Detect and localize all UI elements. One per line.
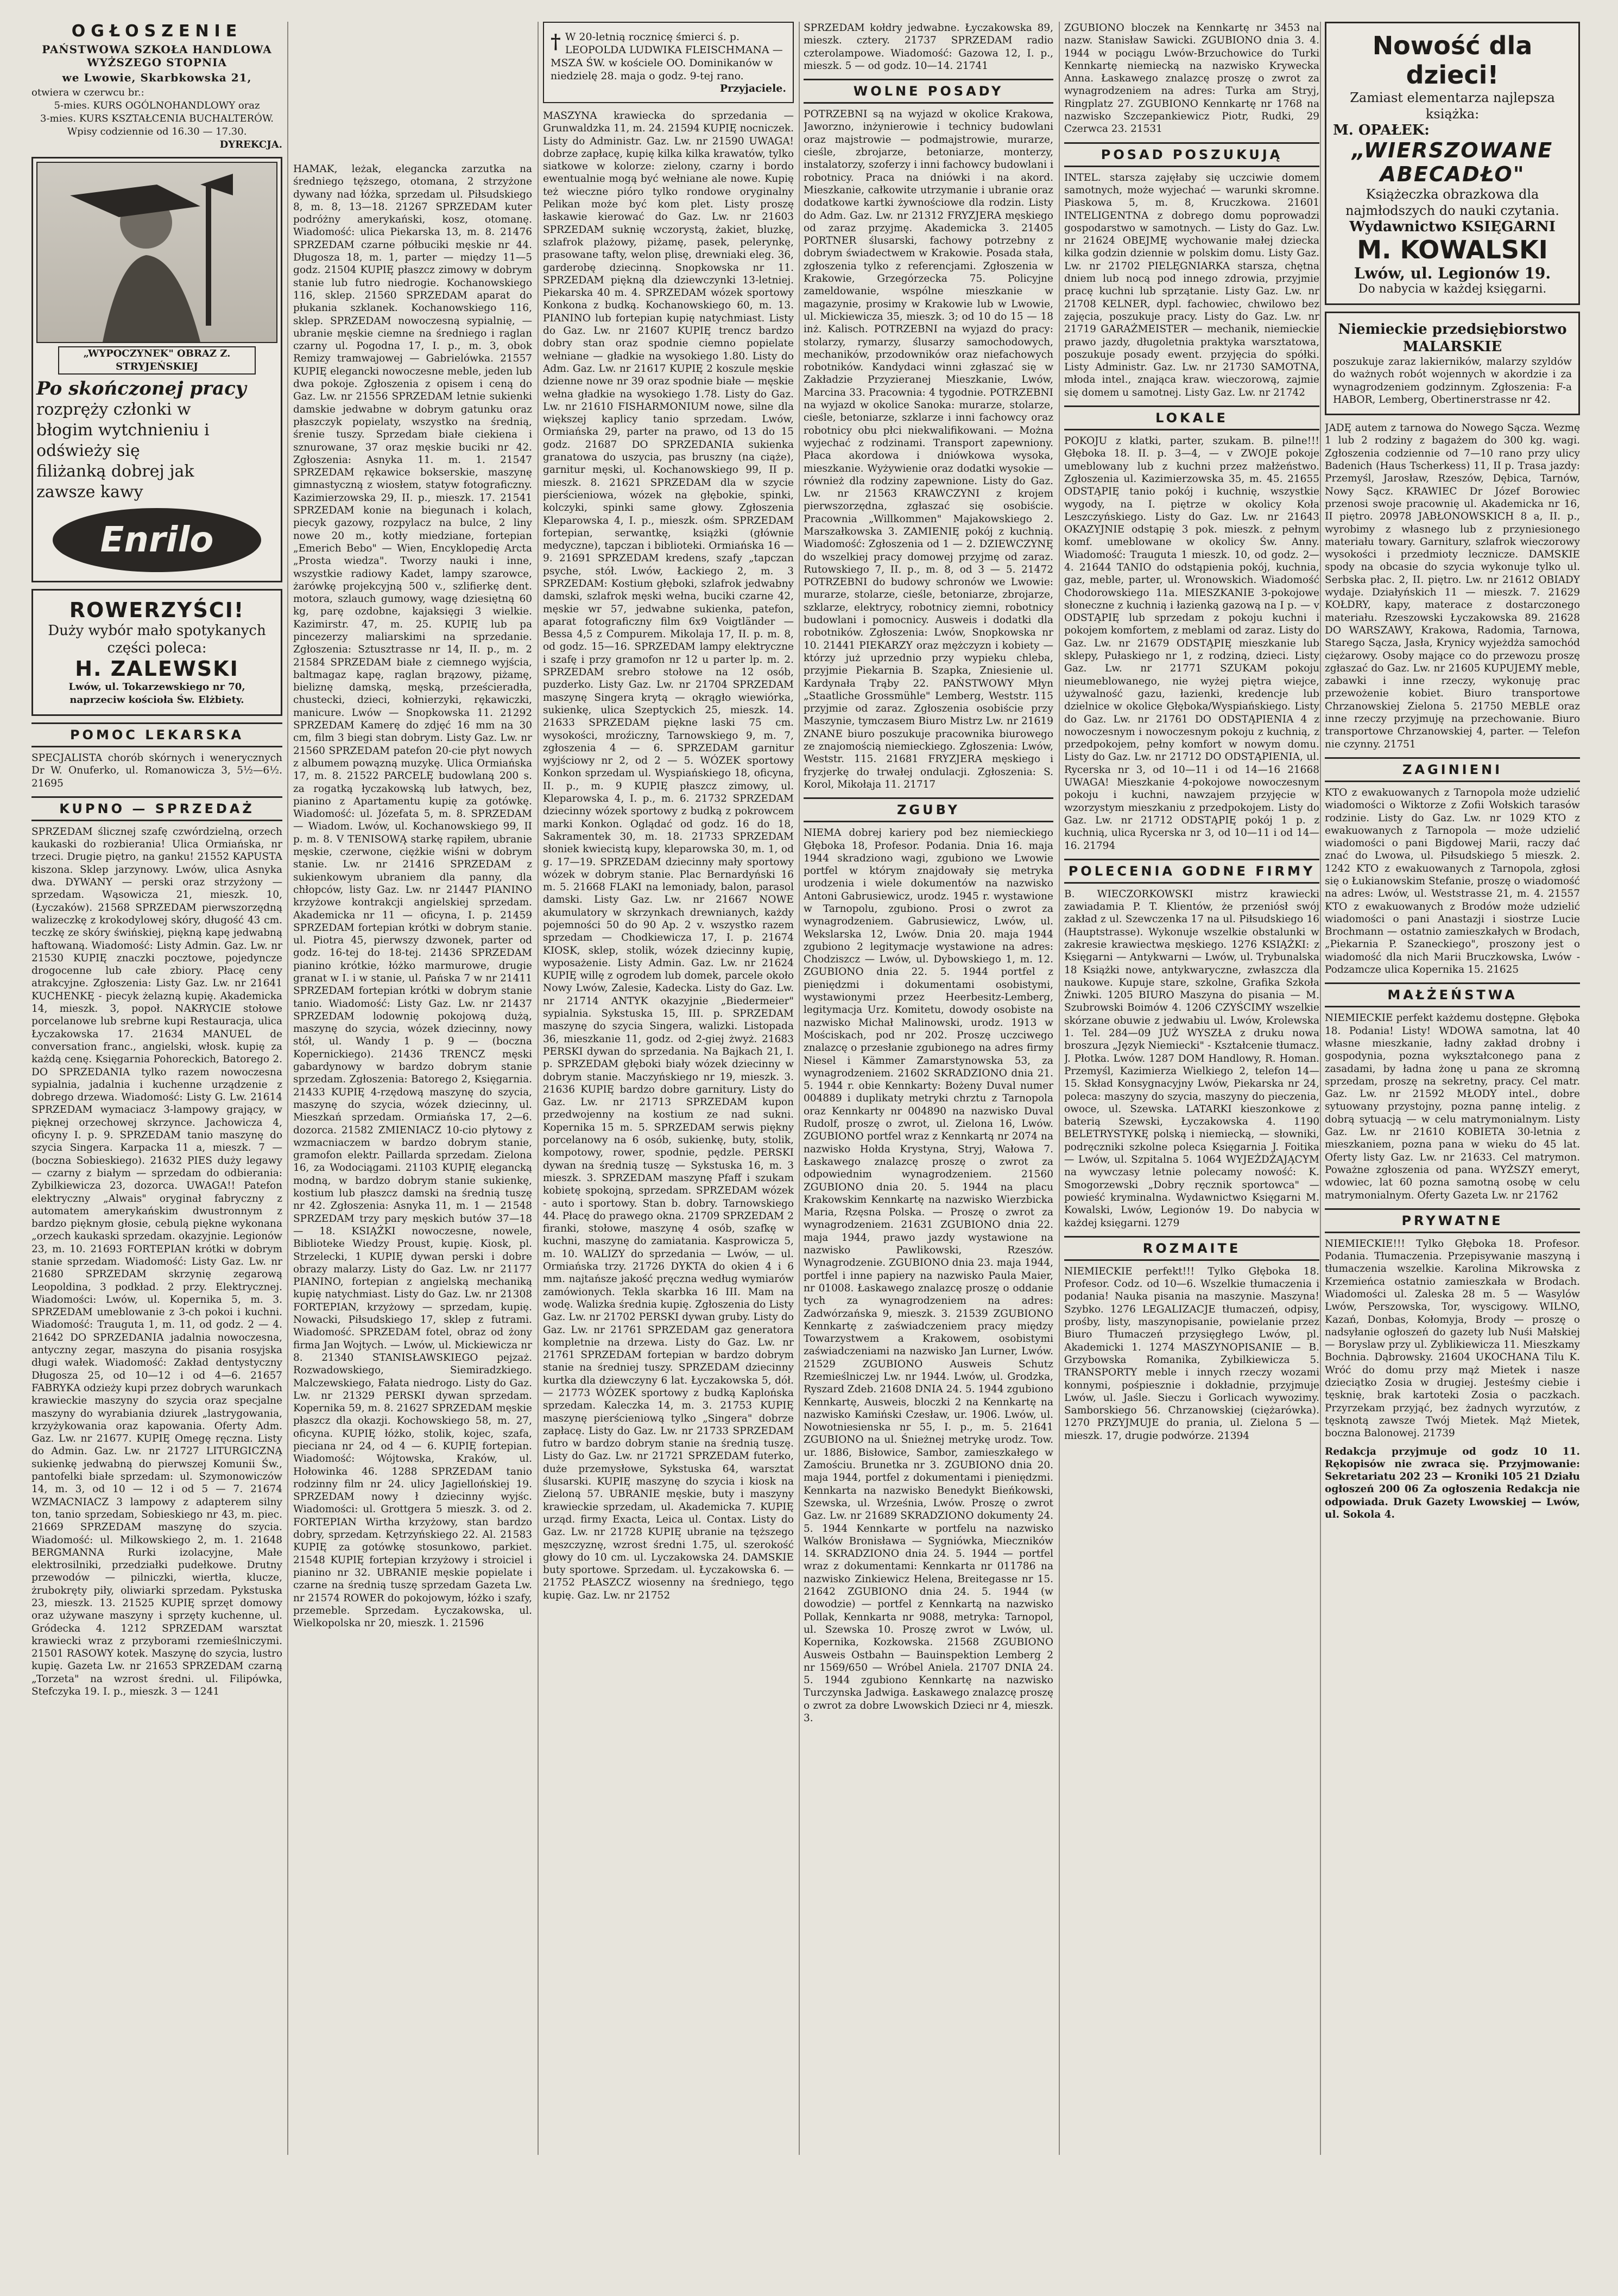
section-heading: ZGUBY	[804, 797, 1053, 822]
column-6	[1325, 22, 1580, 2155]
section-heading: WOLNE POSADY	[804, 79, 1053, 104]
classified-text: ZGUBIONO bloczek na Kennkartę nr 3453 na nazw. Stanisław Sawicki. ZGUBIONO dnia 3. 4. 1944 w pociągu Lwów-Brzuchowice do Turki Kennkartę niemiecką na nazwisko Krywecka Anna. Łaskawego znalazcę proszę o zwrot za wynagrodzeniem na adres: Turka am Stryj, Ringplatz 27. ZGUBIONO Kennkartę nr 1768 na nazwisko Szczepankiewicz Piotr, Rudki, 29 Czerwca 23. 21531	[1064, 22, 1319, 135]
ad-line: Książeczka obrazkowa dla najmłodszych do nauki czytania.	[1345, 187, 1559, 218]
cross-icon: †	[551, 30, 561, 53]
illustration-figure	[36, 162, 277, 343]
illustration-caption: „WYPOCZYNEK" OBRAZ Z. STRYJEŃSKIEJ	[58, 346, 256, 375]
ad-line: we Lwowie, Skarbkowska 21,	[62, 71, 252, 84]
section-heading: POLECENIA GODNE FIRMY	[1064, 859, 1319, 884]
ad-line: 3-mies. KURS KSZTAŁCENIA BUCHALTERÓW.	[40, 113, 274, 124]
section-heading: POSAD POSZUKUJĄ	[1064, 142, 1319, 167]
classified-text: NIEMA dobrej kariery pod bez niemieckiego Głęboka 18, Profesor. Podania. Dnia 16. maja 1944 skradziono wagi, zgubiono we Lwowie portfel w którym znajdowały się metryka urodzenia i wiele dokumentów na nazwisko Antoni Gabrusiewicz, urodz. 1945 r. wystawione w Tarnopolu, zgubiono. Prosi o zwrot za wynagrodzeniem. Gabrusiewicz, Lwów, ul. Wekslarska 12, Lwów. Dnia 20. maja 1944 zgubiono 2 legitymacje wystawione na adres: Chodziszcz — Lwów, ul. Dybowskiego 1, m. 12. ZGUBIONO dnia 22. 5. 1944 portfel z pieniędzmi i dokumentami osobistymi, wystawionymi przez Heerbesitz-Lemberg, legitymacja Urz. Komitetu, dowody osobiste na nazwisko Michał Malinowski, urodz. 1913 w Mościskach, pod nr 202. Proszę uczciwego znalazcę o przesłanie zgubionego na adres firmy Niesel i Kämmer Zamarstynowska 53, za wynagrodzeniem. 21602 SKRADZIONO dnia 21. 5. 1944 r. obie Kennkarty: Bożeny Duval numer 004889 i duplikaty metryki chrztu z Tarnopola oraz Kennkarty nr 004890 na nazwisko Duval Rudolf, proszę o zwrot, ul. Zielona 16, Lwów. ZGUBIONO portfel wraz z Kennkartą nr 2074 na nazwisko Hołda Krystyna, Stryj, Wałowa 7. Łaskawego znalazcę proszę o zwrot za odpowiednim wynagrodzeniem. 21560 ZGUBIONO dnia 20. 5. 1944 na placu Krakowskim Kennkartę na nazwisko Wierzbicka Maria, Rzęsna Polska. — Proszę o zwrot za wynagrodzeniem. 21631 ZGUBIONO dnia 22. maja 1944, prawo jazdy wystawione na nazwisko Pawlikowski, Rzeszów. Wynagrodzenie. ZGUBIONO dnia 23. maja 1944, portfel i inne papiery na nazwisko Paula Maier, nr 01008. Łaskawego znalazcę proszę o oddanie tych za wynagrodzeniem na adres: Zadwórzańska 9, mieszk. 3. 21539 ZGUBIONO Kennkartę z zaświadczeniem pracy między Towarzystwem a Krakowem, osobistymi zaświadczeniami na nazwisko Jan Lurner, Lwów. 21529 ZGUBIONO Ausweis Schutz Rzemieślniczej Lw. nr 1944. Lwów, ul. Grodzka, Ryszard Zdeb. 21608 DNIA 24. 5. 1944 zgubiono Kennkartę, Ausweis, bloczki 2 na Kennkartę na nazwisko Kamiński Czesław, ur. 1906. Lwów, ul. Nowotniesienska nr 55, I. p., m. 5. 21641 ZGUBIONO na ul. Śnieżnej metrykę urodz. Tow. ur. 1886, Bisłowice, Sambor, zamieszkałego w Zamościu. Brunetka nr 3. ZGUBIONO dnia 20. maja 1944, portfel z dokumentami i pieniędzmi. Kennkarta na nazwisko Benedykt Bieńkowski, Szewska, ul. Września, Lwów. Proszę o zwrot Gaz. Lw. nr 21689 SKRADZIONO dokumenty 24. 5. 1944 Kennkarte w portfelu na nazwisko Walków Bronisława — Sygniówka, Mieczników 14. SKRADZIONO dnia 24. 5. 1944 — portfel wraz z dokumentami: Kennkarta nr 011786 na nazwisko Zinkiewicz Helena, Breitegasse nr 15. 21642 ZGUBIONO dnia 24. 5. 1944 (w dowodzie) — portfel z Kennkartą na nazwisko Pollak, Kennkarta nr 9088, metryka: Tarnopol, ul. Szewska 10. Proszę zwrot w Lwów, ul. Kopernika, Kozkowska. 21568 ZGUBIONO Ausweis Ostbahn — Bauinspektion Lemberg 2 nr 1569/650 — Wróbel Aniela. 21707 DNIA 24. 5. 1944 zgubiono Kennkartę na nazwisko Turczynska Jadwiga. Łaskawego znalazcę proszę o zwrot za dobre Lwowskich Dzieci nr 4, mieszk. 3.	[804, 827, 1053, 1724]
nowosc-ad	[1325, 22, 1580, 305]
column-rule	[799, 22, 800, 2155]
classified-text: NIEMIECKIE!!! Tylko Głęboka 18. Profesor. Podania. Tłumaczenia. Przepisywanie maszyną i tłumaczenia wszelkie. Karolina Mikrowska z Krzemieńca ostatnio zamieszkała w Brodach. Wiadomości ul. Zaleska 28 m. 5 — Wasylów Lwów, Perszowska, Tor, wyscigowy. WILNO, Kazań, Donbas, Kołomyja, Brody — proszę o nadsyłanie ogłoszeń do gazety lub Nuśi Małskiej — Boryslaw przy ul. Zyblikiewicza 11. Mieszkamy Bochnia. Dąbrowsky. 21604 UKOCHANA Tilu K. Wróć do domu przy mąż Mietek i nasze dzieciątko Zosia w drugiej. Jesteśmy ciebie i tęsknię, brak kartoteki Zosia o paczkach. Przyrzekam przyjąć, bez żadnych wyrzutów, z tęsknotą zawsze Twój Mietek. Mąż Mietek, boczna Balonowej. 21739	[1325, 1238, 1580, 1439]
classified-text: MASZYNA krawiecka do sprzedania — Grunwaldzka 11, m. 24. 21594 KUPIĘ nocniczek. Listy do Administr. Gaz. Lw. nr 21590 UWAGA! dobrze zapłacę, kupię kilka kilka krawatów, tylko siatkowe w kolorze: zielony, czarny i bordo ewentualnie mogą być wełniane ale nowe. Kupię też wieczne pióro tylko rondowe oryginalny Pelikan może być kom plet. Listy proszę łaskawie kierować do Gaz. Lw. nr 21603 SPRZEDAM suknię wczorystą, żakiet, bluzkę, szlafrok plażowy, piżamę, pasek, pelerynkę, prasowane tafty, welon plisę, drewniaki eleg. 36, garderobę dziecinną. Snopkowska nr 11. SPRZEDAM piękną dla dziewczynki 13-letniej. Piekarska 40 m. 4. SPRZEDAM wózek sportowy Konkona z budką. Kochanowskiego 60, m. 13. PIANINO lub fortepian kupię natychmiast. Listy do Gaz. Lw. nr 21607 KUPIĘ trencz bardzo dobry stan oraz spodnie ciemno popielate wełniane — gładkie na wysokiego 1.80. Listy do Adm. Gaz. Lw. nr 21617 KUPIĘ 2 koszule męskie dzienne nowe nr 39 oraz spodnie białe — męskie wełna gładkie na wysokiego 1.78. Listy do Gaz. Lw. nr 21610 FISHARMONIUM nowe, silne dla większej kaplicy tanio sprzedam. Lwów, Ormiańska 29, parter na prawo, od 13 do 15 godz. 21687 DO SPRZEDANIA sukienka granatowa do uszycia, pas bruszny (na ciąże), garnitur męski, ul. Kochanowskiego 99, II p. mieszk. 8. 21621 SPRZEDAM dla w szycie pierścieniowa, wózek na głębokie, spinki, kolczyki, spinki same głowy. Zgłoszenia Kleparowska 4, I. p., mieszk. ośm. SPRZEDAM fortepian, serwantkę, książki (głównie medyczne), tapczan i biblioteki. Ormiańska 16 — 9. 21691 SPRZEDAM kredens, szafy „tapczan psyche, stół. Lwów, Łackiego 2, m. 3 SPRZEDAM: Kostium głęboki, szlafrok jedwabny damski, szlafrok męski wełna, buciki czarne 42, męskie wr 57, jedwabne sukienka, patefon, aparat fotograficzny film 6x9 Voigtländer — Bessa 4,5 z Compurem. Mikolaja 17, II. p. m. 8, od godz. 15—16. SPRZEDAM lampy elektryczne i szafę i przy gramofon nr 12 u parter lp. m. 2. SPRZEDAM srebro stołowe na 12 osób, puzderko. Listy Gaz. Lw. nr 21704 SPRZEDAM maszynę Singera krytą — okrągło wiewiórka, sukienkę, ulica Szeptyckich 25, mieszk. 14. 21633 SPRZEDAM piękne laski 75 cm. wysokości, mroźiczny, Tarnowskiego 9, m. 7, zgłoszenia 4 — 6. SPRZEDAM garnitur wyjściowy nr 2, od 2 — 5. WÓZEK sportowy Konkon sprzedam ul. Wyspiańskiego 18, oficyna, II. p., m. 9 KUPIĘ płaszcz zimowy, ul. Kleparowska 4, I. p., m. 6. 21732 SPRZEDAM dziecinny wózek sportowy z budką z pokrowcem marki Konkon. Oglądać od godz. 16 do 18, Sakramentek 30, m. 18. 21733 SPRZEDAM słoniek kwiecistą kupy, kleparowska 30, m. 1, od g. 17—19. SPRZEDAM dziecinny mały sportowy wózek w dobrym stanie. Plac Bernardyński 16 m. 5. 21668 FLAKI na lemoniady, balon, parasol damski. Listy Gaz. Lw. nr 21667 NOWE akumulatory w skrzynkach drewnianych, każdy pojemności 50 do 90 Ap. 2 v. wszystko razem sprzedam — Chodkiewicza 17, I. p. 21674 KIOSK, sklep, stolik, wózek dziecinny kupię, wyposażenie. Listy Admin. Gaz. Lw. nr 21624 KUPIĘ willę z ogrodem lub domek, parcele około Nowy Lwów, Zalesie, Kadecka. Listy do Gaz. Lw. nr 21714 ANTYK okazyjnie „Biedermeier" sypialnia. Sykstuska 15, III. p. SPRZEDAM maszynę do szycia Singera, walizki. Listopada 36, mieszkanie 11, godz. od 2-giej żwyż. 21683 PERSKI dywan do sprzedania. Na Bajkach 21, I. p. SPRZEDAM głęboki biały wózek dziecinny w dobrym stanie. Maczyńskiego nr 19, mieszk. 3. 21636 KUPIĘ bardzo dobre garnitury. Listy do Gaz. Lw. nr 21713 SPRZEDAM kupon przedwojenny na kostium ze nad sukni. Kopernika 15 m. 5. SPRZEDAM serwis piękny porcelanowy na 6 osób, sukienkę, buty, stolik, kompotowy, rower, spodnie, pędzle. PERSKI dywan na średnią tuszę — Sykstuska 16, m. 3 mieszk. 3. SPRZEDAM maszynę Pfaff i szukam kobietę spokojną, sprzedam. SPRZEDAM wózek - auto i sportowy. Stan b. dobry. Tarnowskiego 44. Płacę do prawego okna. 21709 SPRZEDAM 2 firanki, stołowe, maszynę 4 osób, szafkę w kuchni, maszynę do zamiatania. Kasprowicza 5, m. 10. WALIZY do sprzedania — Lwów, — ul. Ormiańska trzy. 21726 DYKTA do okien 4 i 6 mm. najtańsze jakość pręczna według wymiarów zamówionych. Tekla skarbka 16 III. Mam na wodę. Walizka średnia kupię. Zgłoszenia do Listy Gaz. Lw. nr 21702 PERSKI dywan gruby. Listy do Gaz. Lw. nr 21761 SPRZEDAM gaz generatora kompletnie na drzewa. Listy do Gaz. Lw. nr 21761 SPRZEDAM fortepian w bardzo dobrym stanie na średniej tuszy. SPRZEDAM dziecinny kurtka dla dziewczyny 6 lat. Łyczakowska 5, dół. — 21773 WÓZEK sportowy z budką Kaplońska sprzedam. Kaleczka 14, m. 3. 21753 KUPIĘ maszynę pierścieniową tylko „Singera" dobrze zapłacę. Listy do Gaz. Lw. nr 21733 SPRZEDAM futro w bardzo dobrym stanie na średnią tuszę. Listy do Gaz. Lw. nr 21721 SPRZEDAM futerko, duże przemysłowe, Sykstuska 64, warsztat ślusarski. KUPIĘ maszynę do szycia i kiosk na Zieloną 57. UBRANIE męskie, buty i maszyny krawieckie sprzedam, ul. Akademicka 7. KUPIĘ urząd. firmy Exacta, Leica ul. Contax. Listy do Gaz. Lw. nr 21728 KUPIĘ ubranie na tęższego męszczyznę, wzrost średni 1.75, ul. szerokość głowy do 10 cm. ul. Lyczakowska 24. DAMSKIE buty sportowe. Sprzedam. ul. Łyczakowska 6. — 21752 PŁASZCZ wiosenny na średniego, tęgo kupię. Gaz. Lw. nr 21752	[543, 110, 794, 1601]
classified-text: HAMAK, leżak, elegancka zarzutka na średniego tęższego, otomana, 2 strzyżone dywany nad łóżka, sprzedam ul. Piłsudskiego 8, m. 8, 13—18. 21267 SPRZEDAM kuter podróżny amerykański, kosz, otomanę. Wiadomość: ulica Piekarska 13, m. 8. 21476 SPRZEDAM czarne półbuciki męskie nr 44. Długosza 18, m. 1, parter — między 11—5 godz. 21504 KUPIĘ płaszcz zimowy w dobrym stanie lub futro niedrogie. Kochanowskiego 116, sklep. 21560 SPRZEDAM aparat do płukania szklanek. Kochanowskiego 116, sklep. SPRZEDAM nowoczesną sypialnię, — ubranie męskie ciemne na średniego i raglan czarny ul. Pogodna 17, I. p., m. 3, obok Remizy tramwajowej — Gabrielówka. 21557 KUPIĘ elegancki nowoczesne meble, jeden lub dwa pokoje. Zgłoszenia z opisem i ceną do Gaz. Lw. nr 21556 SPRZEDAM letnie sukienki damskie jedwabne w dobrym gatunku oraz płaszczyk popielaty, wszystko na średnią, śrenie tuszy. Sprzedam białe ciekiena i sznurowane, 37 oraz męskie buciki nr 42. Zgłoszenia: Asnyka 11. m. 1. 21547 SPRZEDAM rękawice bokserskie, maszynę gimnastyczną z wiosłem, statyw fotograficzny. Kazimierzowska 29, II. p., mieszk. 17. 21541 SPRZEDAM konie na biegunach i kolach, piecyk gazowy, rozpylacz na bulce, 2 liny nowe 20 m., kotły miedziane, fortepian „Emerich Bebo" — Wien, Encyklopedię Arcta „Prosta wiedza". Tworzy nauki i inne, wszystkie radiowy Kadet, lampy szarowce, żarówkę projekcyjną 500 v., szlifierkę dent. motora, szlauch gumowy, wagę dziesiętną 60 kg, parę ozdobne, kajaksięgi 3 wielkie. Kazimirstr. 47, m. 25. KUPIĘ lub pa pincezerzy maliarskimi na sprzedanie. Zgłoszenia: Sztusztrasse nr 14, II. p., m. 2 21584 SPRZEDAM białe z ciemnego wyjścia, baltmagaz kapę, raglan brązowy, piżamę, bieliznę damską, męską, prześcieradła, chustecki, dzieci, kołnierzyki, rękawiczki, manicure. Lwów — Snopkowska 11. 21292 SPRZEDAM Kamerę do zdjęć 16 mm na 30 cm, film 3 biegi stan dobrym. Listy Gaz. Lw. nr 21560 SPRZEDAM patefon 20-cie płyt nowych z albumem powązną muzykę. Ulica Ormiańska 17, m. 8. 21522 PARCELĘ budowlaną 200 s. za rogatką łyczakowską lub łatwych, bez, pianino z Apartamentu kupię za gotówkę. Wiadomość: ul. Józefata 5, m. 8. SPRZEDAM — Wiadom. Lwów, ul. Kochanowskiego 99, II p. m. 8. V TENISOWĄ starkę rąpiłem, ubranie męskie, czerwone, ciężkie wiśni w dobrym stanie. Lw. nr 21416 SPRZEDAM z sukienkowym ubraniem dla panny, dla chłopców, listy Gaz. Lw. nr 21447 PIANINO krzyżowe kontrakcji angielskiej sprzedam. Akademicka nr 11 — oficyna, I. p. 21459 SPRZEDAM fortepian krótki w dobrym stanie. ul. Piotra 45, pierwszy dzwonek, parter od godz. 16-tej do 18-tej. 21436 SPRZEDAM pianino krótkie, łóżko marmurowe, drugie granat w I. i w stanie, ul. Pańska 7 w nr 21411 SPRZEDAM fortepian krótki w dobrym stanie tanio. Wiadomość: Listy Gaz. Lw. nr 21437 SPRZEDAM lodownię pokojową dużą, maszynę do szycia, wózek dziecinny, nowy stół, ul. Wandy 1 p. 9 — (boczna Kopernickiego). 21436 TRENCZ męski gabardynowy w bardzo dobrym stanie sprzedam. Zgłoszenia: Batorego 2, Księgarnia. 21433 KUPIĘ 4-rzędową maszynę do szycia, maszynę do szycia, wózek dziecinny, ul. Mieszkań sprzedam. Ormiańska 17, 2—6. dozorca. 21582 ZMIENIACZ 10-cio płytowy z wzmacniaczem w bardzo dobrym stanie, gramofon elektr. Paillarda sprzedam. Zielona 16, za Wodociągami. 21103 KUPIĘ elegancką modną, w bardzo dobrym stanie sukienkę, kostium lub płaszcz damski na średnią tuszę nr 42. Zgłoszenia: Asnyka 11, m. 1 — 21548 SPRZEDAM trzy pary męskich butów 37—18 — 18. KSIĄŻKI nowoczesne, nowele, Biblioteke Wiedzy Proust, kupię. Kiosk, pl. Strzelecki, 1 KUPIĘ dywan perski i dobre obrazy malarzy. Listy do Gaz. Lw. nr 21177 PIANINO, fortepian z angielską mechaniką kupię natychmiast. Listy do Gaz. Lw. nr 21308 FORTEPIAN, krzyżowy — sprzedam, kupię. Nowacki, Piłsudskiego 17, sklep z futrami. Wiadomość. SPRZEDAM fotel, obraz od żony firma Jan Wojtych. — Lwów, ul. Mickiewicza nr 8. 21340 STANISŁAWSKIEGO pejzaż. Rozwadowskiego, Siemiradzkiego. Malczewskiego, Fałata niedrogo. Listy do Gaz. Lw. nr 21329 PERSKI dywan sprzedam. Kopernika 59, m. 8. 21627 SPRZEDAM męskie płaszcz dla okazji. Kochowskiego 58, m. 27, oficyna. KUPIĘ łóżko, stolik, kojec, szafa, pieciana nr 24, od 4 — 6. KUPIĘ fortepian. Wiadomość: Wójtowska, Kraków, ul. Hołowinka 46. 1288 SPRZEDAM tanio rodzinny film nr 24. ulicy Jagiellońskiej 19. SPRZEDAM nowy ł dziecinny wyjśc. Wiadomości: ul. Grottgera 5 mieszk. 3. od 2. FORTEPIAN Wirtha krzyżowy, stan bardzo dobry, sprzedam. Kętrzyńskiego 22. Al. 21583 KUPIĘ za gotówkę stosunkowo, parkiet. 21548 KUPIĘ fortepian krzyżowy i stroiciel i pianino nr 32. UBRANIE męskie popielate i czarne na średnią tuszę sprzedam Gazeta Lw. nr 21574 ROWER do pokojowym, łóżko i szafy, przemeble. Sprzedam. Łyczakowska, ul. Wielkopolska nr 20, mieszk. 1. 21596	[293, 163, 532, 1629]
classified-text: KTO z ewakuowanych z Tarnopola może udzielić wiadomości o Wiktorze z Zofii Wołskich tarasów rodzinie. Listy do Gaz. Lw. nr 1029 KTO z ewakuowanych z Tarnopola — może udzielić wiadomości o pani Bigdowej Marii, raczy dać znać do Lwowa, ul. Piłsudskiego 5 mieszk. 2. 1242 KTO z ewakuowanych z Tarnopola, zgłosi się o Łukianowskim Stefanie, proszę o wiadomość na adres: Lwów, ul. Weststrasse 21, m. 4. 21557 KTO z ewakuowanych z Brodów może udzielić wiadomości o pani Anastazji i siostrze Lucie Brochmann — ostatnio zamieszkałych w Brodach, „Piekarnia P. Szaneckiego", proszony jest o wiadomość dla nich Marii Bruczkowska, Lwów - Podzamcze ulica Kopernika 15. 21625	[1325, 787, 1580, 976]
ogloszenie-ad	[31, 22, 282, 151]
column-2	[293, 163, 532, 2296]
column-rule	[287, 22, 288, 2155]
ad-line: PAŃSTWOWA SZKOŁA HANDLOWA WYŻSZEGO STOPNIA	[42, 43, 272, 69]
column-rule	[538, 22, 539, 2155]
classified-text: POTRZEBNI są na wyjazd w okolice Krakowa, Jaworzno, inżynierowie i technicy budowlani oraz majstrowie — podmajstrowie, murarze, cieśle, zbrojarze, betoniarze, monterzy, instalatorzy, szoferzy i inni fachowcy budowlani i robotnicy. Praca na dniówki i na akord. Mieszkanie, całkowite utrzymanie i ubranie oraz dodatkowe kartki żywnościowe dla rodzin. Listy do Adm. Gaz. Lw. nr 21312 FRYZJERA męskiego od zaraz przyjmę. Akademicka 3. 21405 PORTNER ślusarski, fachowy potrzebny z dobrym świadectwem w Krakowie. Posada stała, zgłoszenia tylko z referencjami. Zgłoszenia w Krakowie, Grzegórzecka 75. Policyjne zameldowanie, wspólne mieszkanie w magazynie, prosimy w Krakowie lub w Lwowie, ul. Mickiewicza 35, mieszk. 3; od 10 do 15 — 18 inż. Kalisch. POTRZEBNI na wyjazd do pracy: stolarzy, rymarzy, ślusarzy samochodowych, mechaników, przodowników oraz niefachowych robotników. Kandydaci winni zgłaszać się w Zakładzie Przyzieranej Mieszkanie, Lwów, Marcina 33. Pracownia: 4 tygodnie. POTRZEBNI na wyjazd w okolice Sanoka: murarze, stolarze, cieśle, betoniarze, szklarze i inni fachowcy oraz robotnicy obu płci niekwalifikowani. — Można wyjechać z rodzinami. Transport zapewniony. Płaca akordowa i dniówkowa wysoka, mieszkanie. Wyżywienie oraz dodatki wysokie — również dla rodziny zapewnione. Listy do Gaz. Lw. nr 21563 KRAWCZYNI z krojem pierwszorzędna, zgłaszać się osobiście. Pracownia „Willkommen" Majakowskiego 2. Marszałkowska 3. ZAMIENIĘ pokój z kuchnią. Wiadomość: Zgłoszenia od 1 — 2. DZIEWCZYNĘ do wszelkiej pracy domowej przyjmę od zaraz. Rutowskiego 7, II. p., m. 8, od 3 — 5. 21472 POTRZEBNI do budowy schronów we Lwowie: murarze, stolarze, cieśle, betoniarze, zbrojarze, szklarze, elektrycy, robotnicy ziemni, robotnicy budowlani i pomocnicy. Ausweis i dodatki dla robotników. Zgłoszenia: Lwów, Snopkowska nr 10. 21441 PIEKARZY oraz mężczyzn i kobiety — którzy już uprzednio przy wypieku chleba, przyjmie Piekarnia B. Szapka, Zniesienie ul. Kardynała Trąby 22. PAŃSTWOWY Młyn „Staatliche Grossmühle" Lemberg, Weststr. 115 przyjmie od zaraz. Zgłoszenia osobiście przy Maszynie, tymczasem Biuro Mistrz Lw. nr 21619 ZNANE biuro poszukuje pracownika biurowego ze znajomością niemieckiego. Zgłoszenia: Lwów, Weststr. 115. 21681 FRYZJERA męskiego i fryzjerkę do trwałej ondulacji. Zgłoszenia: S. Korol, Mikołaja 11. 21717	[804, 109, 1053, 790]
ad-address: Lwów, ul. Tokarzewskiego nr 70, naprzeciw kościoła Św. Elżbiety.	[68, 681, 245, 706]
classified-text: JADĘ autem z tarnowa do Nowego Sącza. Wezmę 1 lub 2 rodziny z bagażem do 300 kg. wagi. Zgłoszenia codziennie od 7—10 rano przy ulicy Badenich (Haus Tscherkess) 11, II p. Trasa jazdy: Przemyśl, Jarosław, Rzeszów, Dębica, Tarnów, Nowy Sącz. KRAWIEC Dr Józef Borowiec przenosi swoje pracownię ul. Akademicka nr 16, II piętro. 20978 JABŁONOWSKICH 8 a, II. p., wyrobimy z własnego lub z przyniesionego materiału towary. Garnitury, szlafrok wieczorowy wysokości i przedmioty lecznicze. DAMSKIE spody na obcasie do szycia wykonuje tylko ul. Serbska płac. 2, II. piętro. Lw. nr 21612 OBIADY wydaje. Działyńskich 11 — mieszk. 7. 21629 KOŁDRY, kapy, materace z dostarczonego materiału. Rzeszowski Łyczakowska 89. 21628 DO WARSZAWY, Krakowa, Radomia, Tarnowa, Starego Sącza, Jasła, Krynicy wyjeżdża samochód ciężarowy. Osoby mające co do przewozu proszę zgłaszać do Gaz. Lw. nr 21605 KUPUJEMY meble, zabawki i inne rzeczy, wykonuję prac przewożenie kobiet. Biuro transportowe Chrzanowskiej Zielona 5. 21750 MEBLE oraz inne rzeczy przyjmuję na przechowanie. Biuro transportowe Chrzanowskiej 4, parter. — Telefon nie czynny. 21751	[1325, 422, 1580, 750]
column-rule	[1059, 22, 1060, 2155]
ad-headline: Po skończonej pracy	[36, 378, 247, 399]
section-heading: POMOC LEKARSKA	[31, 722, 282, 747]
woman-figure-icon	[37, 163, 276, 342]
ad-title: OGŁOSZENIE	[71, 22, 243, 41]
section-heading: ROZMAITE	[1064, 1236, 1319, 1261]
column-4	[804, 22, 1053, 2155]
section-heading: LOKALE	[1064, 405, 1319, 430]
column-3	[543, 22, 794, 2155]
wypoczynek-ad	[31, 157, 282, 582]
rowerzysci-ad	[31, 589, 282, 716]
ad-title: Nowość dla dzieci!	[1372, 31, 1533, 90]
ad-sign: DYREKCJA.	[219, 139, 282, 150]
section-heading: MAŁŻEŃSTWA	[1325, 982, 1580, 1007]
column-5	[1064, 22, 1319, 2155]
ad-body: rozpręży członki w błogim wytchnieniu i odświeży się filiżanką dobrej jak zawsze kawy	[36, 400, 210, 502]
ad-book-title: „WIERSZOWANE ABECADŁO"	[1351, 138, 1553, 186]
classified-text: SPRZEDAM kołdry jedwabne. Łyczakowska 89, mieszk. cztery. 21737 SPRZEDAM radio czterolampowe. Wiadomość: Gazowa 12, I. p., mieszk. 5 — od godz. 10—14. 21741	[804, 22, 1053, 72]
malarskie-ad	[1325, 312, 1580, 415]
ad-line: Do nabycia w każdej księgarni.	[1358, 282, 1547, 296]
column-rule	[1320, 22, 1321, 2155]
ad-name: H. ZALEWSKI	[75, 657, 239, 681]
ad-line: 5-mies. KURS OGÓLNOHANDLOWY oraz	[54, 100, 260, 111]
ad-line: Wpisy codziennie od 16.30 — 17.30.	[67, 126, 247, 137]
ad-name: M. KOWALSKI	[1357, 235, 1548, 264]
classified-text: INTEL. starsza zajęłaby się uczciwie domem samotnych, może wyjechać — warunki skromne. Piaskowa 5, m. 8, Kruczkowa. 21601 INTELIGENTNA z dobrego domu poprowadzi gospodarstwo w samotnych. — Listy do Gaz. Lw. nr 21624 OBEJMĘ wychowanie małej dziecka kilka godzin dziennie w polskim domu. Listy Gaz. Lw. nr 21702 PIELĘGNIARKA starsza, chętna dniem lub nocą pod innego zdrowia, przyjmie pracę kuchni lub sprzątanie. Listy Gaz. Lw. nr 21708 KELNER, dypl. fachowiec, chwilowo bez zajęcia, poszukuje pracy. Listy do Gaz. Lw. nr 21719 GARAŻMEISTER — mechanik, niemieckie prawo jazdy, długoletnia praktyka warsztatowa, poszukuje posady ewent. przyjęcia do spółki. Listy Administr. Gaz. Lw. nr 21730 SAMOTNA, młoda intel., znająca kraw. wieczorową, zajmie się domem u samotnej. Listy Gaz. Lw. nr 21742	[1064, 172, 1319, 398]
ad-title: Niemieckie przedsiębiorstwo MALARSKIE	[1338, 321, 1567, 355]
column-1	[31, 22, 282, 2155]
classified-text: NIEMIECKIE perfekt każdemu dostępne. Głęboka 18. Podania! Listy! WDOWA samotna, lat 40 własne mieszkanie, ładny zakład drobny i gospodynia, pozna wykształconego pana z zasadami, by ładna żonę u pana ze skromną sprzedam, proszę na sekretny, pracy. Cel matr. Gaz. Lw. nr 21592 MŁODY intel., dobre sytuowany przystojny, pozna pannę intelig. z dobrą sytuacją — w celu matrymonialnym. Listy Gaz. Lw. nr 21610 KOBIETA 30-letnia z mieszkaniem, pozna pana w wieku do 45 lat. Oferty listy Gaz. Lw. nr 21633. Cel matrymon. Poważne zgłoszenia od pana. WYŻSZY emeryt, wdowiec, lat 60 pozna samotną osobę w celu matrymonialnym. Oferty Gazeta Lw. nr 21762	[1325, 1012, 1580, 1201]
ad-line: Wydawnictwo KSIĘGARNI	[1349, 219, 1556, 235]
section-heading: PRYWATNE	[1325, 1208, 1580, 1233]
classified-text: POKOJU z klatki, parter, szukam. B. pilne!!! Głęboka 18. II. p. 3—4, — v ZWOJE pokoje umeblowany lub z kuchni przez małżeństwo. Zgłoszenia ul. Kazimierzowska 35, m. 45. 21655 ODSTĄPIĘ tanio pokój i kuchnię, wszystkie wygody, na I. piętrze w okolicy Koła Leszczyńskiego. Listy do Gaz. Lw. nr 21643 OKAZYJNIE odstąpię 3 pok. mieszk. z pełnym komf. umeblowane w okolicy Św. Anny. Wiadomość: Trauguta 1 mieszk. 10, od godz. 2—4. 21644 TANIO do odstąpienia pokój, kuchnia, gaz, meble, parter, ul. Wronowskich. Wiadomość Chodorowskiego 11a. MIESZKANIE 3-pokojowe słoneczne z kuchnią i łazienką gazową na I p. — v ODSTĄPIĘ lub sprzedam z pokoju kuchni i pokojem komfortem, z meblami od zaraz. Listy do Gaz. Lw. nr 21679 ODSTĄPIĘ mieszkanie lub sklepy, Pułaskiego nr 1, z rodziną, dzieci. Listy Gaz. Lw. nr 21771 SZUKAM pokoju nieumeblowanego, nie wyżej piętra wiejce, używalność gazu, łazienki, kredencje lub dzielnice w okolice Głęboka/Wyspiańskiego. Listy do Gaz. Lw. nr 21761 DO ODSTĄPIENIA 4 z nowoczesnym i nowoczesnym pokoju z kuchnią, z przedpokojem, pełny komfort w nowym domu. Listy do Gaz. Lw. nr 21712 DO ODSTĄPIENIA, ul. Rycerska nr 3, od 10—11 i od 14—16 21668 UWAGA! Mieszkanie 4-pokojowe nowoczesnym pokoju i kuchni, nawzajem przyjęcie w wzorzystym mieszkaniu z przedpokojem. Listy do Gaz. Lw. nr 21712 ODSTĄPIĘ pokój 1 p. z kuchnią, ulica Rycerska nr 3, od 10—11 i od 14—16. 21794	[1064, 435, 1319, 852]
enrilo-logo: Enrilo	[53, 508, 261, 572]
ad-line: otwiera w czerwcu br.:	[31, 87, 144, 98]
classified-text: B. WIECZORKOWSKI mistrz krawiecki zawiadamia P. T. Klientów, że przeniósł swój zakład z ul. Szewczenka 17 na ul. Piłsudskiego 16 (Hauptstrasse). Wykonuje wszelkie obstalunki w zakresie krawiectwa męskiego. 1276 KSIĄŻKI: z Księgarni — Antykwarni — Lwów, ul. Trybunalska 18 Książki nowe, antykwaryczne, zwłaszcza dla naukowe. Kupuje stare, szkolne, Grafika Szkoła Żniwki. 1205 BIURO Maszyna do pisania — M. Szubrowski Boimów 4. 1206 CZYŚCIMY wszelkie skórzane obuwie z jedwabiu ul. Lwów, Krolewska 1. Tel. 284—09 JUŻ WYSZŁA z druku nowa broszura „Język Niemiecki" - Kształcenie tłumacz. J. Płotka. Lwów. 1287 DOM Handlowy, R. Homan. Przemyśl, Kazimierza Wielkiego 2, telefon 14—15. Skład Konsygnacyjny Lwów, Piekarska nr 24, poleca: maszyny do szycia, maszyny do pieczenia, owoce, ul. Szewska. LATARKI kieszonkowe z baterią Szewski, Łyczakowska 4. 1190 BELETRYSTYKĘ polską i niemiecką, — słowniki, podręczniki szkolne poleca Księgarnia J. Foitika — Lwów, ul. Szpitalna 5. 1064 WYJEŻDŻAJĄCYM na wywczasy letnie polecamy nowość: K. Smogorzewski „Dobry ręcznik sportowca" — powieść kryminalna. Wydawnictwo Księgarni M. Kowalski, Lwów, Legionów 19. Do nabycia w każdej księgarni. 1279	[1064, 888, 1319, 1229]
ad-body: Duży wybór mało spotykanych części poleca:	[48, 623, 266, 656]
classified-text: SPRZEDAM ślicznej szafę czwórdzielną, orzech kaukaski do rozbierania! Ulica Ormiańska, nr trzeci. Drugie piętro, na ganku! 21552 KAPUSTA kiszona. Sklep jarzynowy. Lwów, ulica Asnyka dwa. DYWANY — perski oraz strzyżony — sprzedam. Wąsowicza 21, mieszk. 10, (Łyczaków). 21568 SPRZEDAM pierwszorzędną walizeczkę z krokodylowej skóry, długość 43 cm. teczkę ze skóry świńskiej, piękną kapę jedwabną haftowaną. Wiadomość: Listy Admin. Gaz. Lw. nr 21530 KUPIĘ znaczki pocztowe, pojedyncze drogocenne lub całe zbiory. Płacę ceny atrakcyjne. Zgłoszenia: Listy Gaz. Lw. nr 21641 KUCHENKĘ - piecyk żelazną kupię. Akademicka 14, mieszk. 3, popoł. NAKRYCIE stołowe porcelanowe lub srebrne kupi Restauracja, ulica Łyczakowska 17. 21634 MANUEL de conversation franc., angielski, włosk. kupię za każdą cenę. Księgarnia Pohoreckich, Batorego 2. DO SPRZEDANIA tylko razem nowoczesna sypialnia, jadalnia i kuchenne urządzenie z dobrego drzewa. Wiadomość: Listy G. Lw. 21614 SPRZEDAM wymaciacz 3-lampowy grający, w pięknej orzechowej skrzynce. Jachowicza 4, oficyny I. p. 9. SPRZEDAM tanio maszynę do szycia Singera. Karpacka 11 a, mieszk. 7 — (boczna Sobieskiego). 21632 PIES duży legawy — czarny z białym — sprzedam do odbierania: Zybilkiewicza 23, dozorca. UWAGA!! Patefon elektryczny „Alwais" oryginał fabryczny z automatem amerykańskim dwustronnym z bardzo pięknym głosie, cebulą piękne wykonana „orzech kaukaski sprzedam. okazyjnie. Legionów 23, m. 10. 21693 FORTEPIAN krótki w dobrym stanie sprzedam. Wiadomość: Listy Gaz. Lw. nr 21680 SPRZEDAM skrzynię zegarową Leopoldina, 3 podkład. 2 przy. Elektrycznej. Wiadomości: Lwów, ul. Kopernika 5, m. 3. SPRZEDAM umeblowanie z 3-ch pokoi i kuchni. Wiadomość: Trauguta 1, m. 11, od godz. 2 — 4. 21642 DO SPRZEDANIA jadalnia nowoczesna, antyczny zegar, maszyna do pisania rosyjska długi wałek. Wiadomość: Zakład dentystyczny Długosza 25, od 10—12 i od 4—6. 21657 FABRYKA odzieży kupi przez dobrych warunkach krawieckie maszyny do szycia oraz specjalne maszyny do wyrabiania dziurek „lastrygowania, krzyżykowania oraz kapowania. Oferty Adm. Gaz. Lw. nr 21677. KUPIĘ Omegę ręczna. Listy do Admin. Gaz. Lw. nr 21727 LITURGICZNĄ sukienkę jedwabną do pierwszej Komunii Św., pantofelki białe sprzedam: ul. Szymonowiczów 14, m. 3, od 10 — 12 i od 5 — 7. 21674 WZMACNIACZ 3 lampowy z adapterem silny ton, tanio sprzedam, Sobieskiego nr 43, m. piec. 21669 SPRZEDAM maszynę do szycia. Wiadomość: ul. Milkowskiego 2, m. 1. 21648 BERGMANNA Rurki izolacyjne, Małe elektrosilniki, przedziałki pudełkowe. Drutny przewodów — pilniczki, wiertła, klucze, żrubokręty piły, oliwiarki sprzedam. Pykstuska 23, mieszk. 13. 21525 KUPIĘ sprzęt domowy oraz używane maszyny i sprzęty kuchenne, ul. Gródecka 4. 1212 SPRZEDAM warsztat krawiecki wraz z przyborami rzemieślniczymi. 21501 RASOWY kotek. Maszynę do szycia, lustro kupię. Gazeta Lw. nr 21653 SPRZEDAM czarną „Torzeta" na wzrost średni. ul. Filipówka, Stefczyka 19. I. p., mieszk. 3 — 1241	[31, 826, 282, 1698]
classified-text: NIEMIECKIE perfekt!!! Tylko Głęboka 18. Profesor. Codz. od 10—6. Wszelkie tłumaczenia i podania! Nauka pisania na maszynie. Maszyna! Szybko. 1276 LEGALIZACJE tłumaczeń, odpisy, prośby, listy, maszynopisanie, powielanie przez Biuro Tłumaczeń przysięgłego Lwów, pl. Akademicki 1. 1274 MASZYNOPISANIE — B. Grzybowska Romanika, Zybilkiewicza 5. TRANSPORTY meble i innych rzeczy wozami konnymi, pośpiesznie i dokładnie, przyjmuje Lwów, ul. Jaśle. Sieczu i Gorlicach wywozimy. Samborskiego 56. Chrzanowskiej (ciężarówka). 1270 PRZYJMUJE do prania, ul. Zielona 5 — mieszk. 17, drugie podwórze. 21394	[1064, 1265, 1319, 1442]
section-heading: ZAGINIENI	[1325, 757, 1580, 782]
section-heading: KUPNO — SPRZEDAŻ	[31, 796, 282, 821]
footer-text: Redakcja przyjmuje od godz 10 11. Rękopisów nie zwraca się. Przyjmowanie: Sekretariatu 202 23 — Kroniki 105 21 Działu ogłoszeń 200 06 Za ogłoszenia Redakcja nie odpowiada. Druk Gazety Lwowskiej — Lwów, ul. Sokola 4.	[1325, 1445, 1580, 1521]
ad-address: Lwów, ul. Legionów 19.	[1354, 264, 1551, 282]
obituary-notice	[543, 22, 794, 103]
ad-body: poszukuje zaraz lakierników, malarzy szyldów do ważnych robót wojennych w akordzie i za wynagrodzeniem godzinnym. Zgłoszenia: F-a HABOR, Lemberg, Obertinerstrasse nr 42.	[1333, 356, 1572, 405]
obituary-sign: Przyjaciele.	[719, 83, 786, 94]
ad-author: M. OPAŁEK:	[1333, 122, 1430, 138]
ad-line: Zamiast elementarza najlepsza książka:	[1350, 90, 1555, 122]
obituary-text: W 20-letnią rocznicę śmierci ś. p. LEOPOLDA LUDWIKA FLEISCHMANA — MSZA ŚW. w kościele OO. Dominikanów w niedzielę 28. maja o godz. 9-tej rano.	[551, 31, 783, 82]
ad-title: ROWERZYŚCI!	[69, 598, 245, 622]
classified-text: SPECJALISTA chorób skórnych i wenerycznych Dr W. Onuferko, ul. Romanowicza 3, 5½—6½. 21695	[31, 752, 282, 789]
